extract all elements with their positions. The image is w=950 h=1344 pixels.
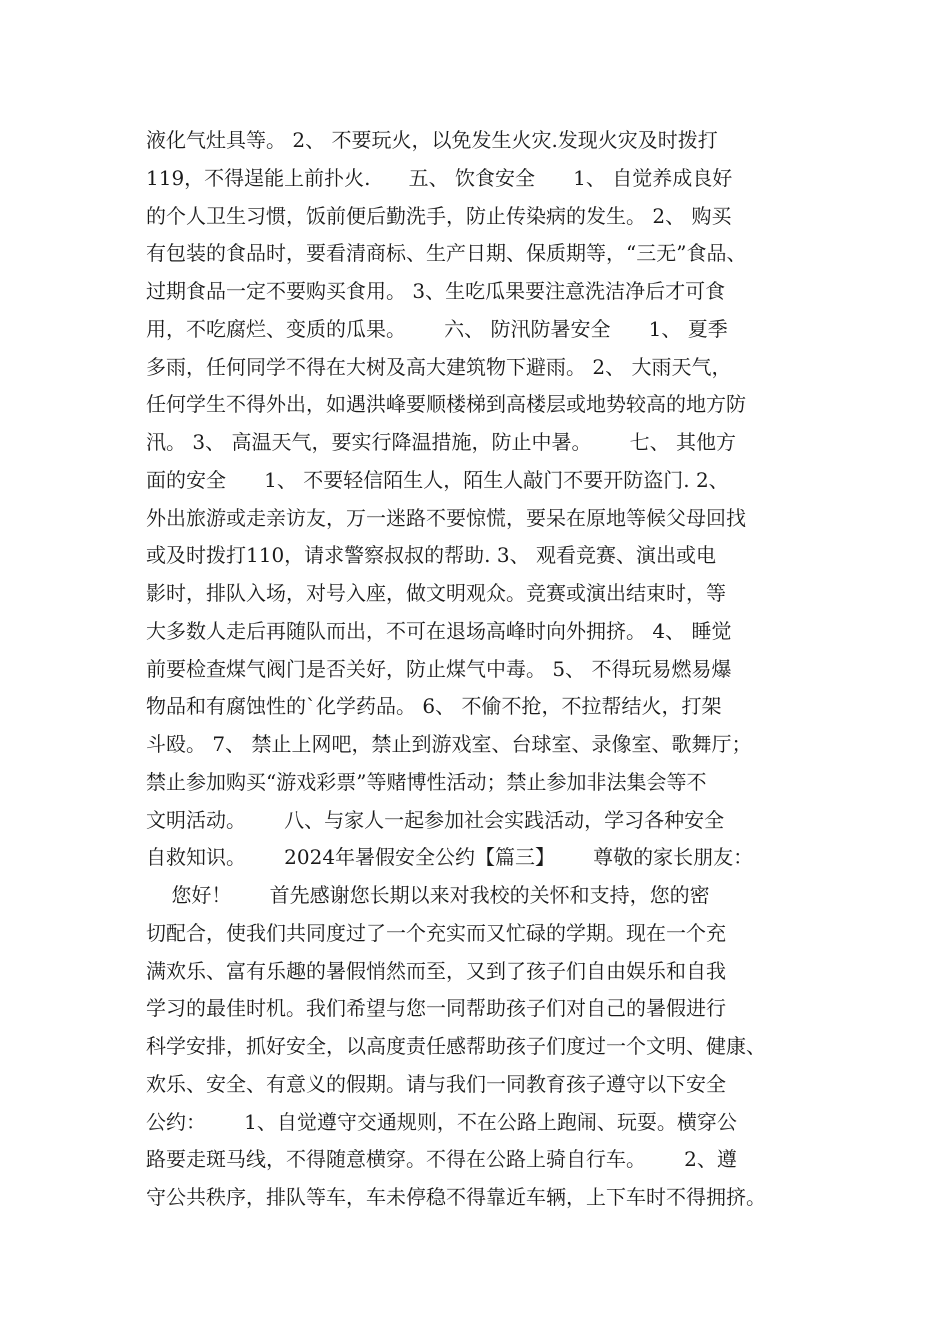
text-line: 面的安全 1、 不要轻信陌生人，陌生人敲门不要开防盗门. 2、	[146, 467, 729, 492]
text-line: 守公共秩序，排队等车，车未停稳不得靠近车辆，上下车时不得拥挤。	[146, 1185, 766, 1209]
text-line: 汛。 3、 高温天气，要实行降温措施，防止中暑。 七、 其他方	[146, 430, 736, 454]
text-line: 欢乐、安全、有意义的假期。请与我们一同教育孩子遵守以下安全	[146, 1071, 726, 1096]
text-line: 物品和有腐蚀性的`化学药品。 6、 不偷不抢，不拉帮结火，打架	[146, 694, 722, 719]
text-line: 自救知识。 2024年暑假安全公约【篇三】 尊敬的家长朋友：	[146, 845, 754, 870]
text-line: 任何学生不得外出，如遇洪峰要顺楼梯到高楼层或地势较高的地方防	[146, 392, 746, 417]
text-line: 路要走斑马线，不得随意横穿。不得在公路上骑自行车。 2、遵	[146, 1147, 737, 1172]
text-line: 文明活动。 八、与家人一起参加社会实践活动，学习各种安全	[146, 807, 725, 832]
text-line: 大多数人走后再随队而出，不可在退场高峰时向外拥挤。 4、 睡觉	[146, 618, 732, 643]
text-line: 多雨，任何同学不得在大树及高大建筑物下避雨。 2、 大雨天气，	[146, 354, 732, 379]
text-line: 有包装的食品时，要看清商标、生产日期、保质期等，“三无”食品、	[146, 241, 747, 266]
text-line: 您好！ 首先感谢您长期以来对我校的关怀和支持，您的密	[146, 883, 710, 907]
text-line: 外出旅游或走亲访友，万一迷路不要惊慌，要呆在原地等候父母回找	[146, 505, 746, 530]
text-line: 的个人卫生习惯，饭前便后勤洗手，防止传染病的发生。 2、 购买	[146, 203, 732, 228]
text-line: 液化气灶具等。 2、 不要玩火，以免发生火灾.发现火灾及时拨打	[146, 128, 718, 152]
text-line: 切配合，使我们共同度过了一个充实而又忙碌的学期。现在一个充	[146, 920, 726, 945]
text-line: 前要检查煤气阀门是否关好，防止煤气中毒。 5、 不得玩易燃易爆	[146, 656, 732, 681]
text-line: 科学安排，抓好安全，以高度责任感帮助孩子们度过一个文明、健康、	[146, 1034, 766, 1058]
text-line: 过期食品一定不要购买食用。 3、生吃瓜果要注意洗洁净后才可食	[146, 279, 726, 303]
text-line: 119，不得逞能上前扑火. 五、 饮食安全 1、 自觉养成良好	[146, 165, 733, 190]
text-line: 斗殴。 7、 禁止上网吧，禁止到游戏室、台球室、录像室、歌舞厅；	[146, 732, 752, 756]
text-line: 学习的最佳时机。我们希望与您一同帮助孩子们对自己的暑假进行	[146, 996, 726, 1021]
text-line: 公约： 1、自觉遵守交通规则，不在公路上跑闹、玩耍。横穿公	[146, 1109, 737, 1134]
text-line: 禁止参加购买“游戏彩票”等赌博性活动；禁止参加非法集会等不	[146, 769, 707, 794]
text-line: 或及时拨打110，请求警察叔叔的帮助. 3、 观看竞赛、演出或电	[146, 543, 716, 568]
body-text	[146, 122, 826, 1217]
text-line: 影时，排队入场，对号入座，做文明观众。竞赛或演出结束时，等	[146, 581, 726, 605]
text-line: 满欢乐、富有乐趣的暑假悄然而至，又到了孩子们自由娱乐和自我	[146, 958, 726, 983]
text-line: 用，不吃腐烂、变质的瓜果。 六、 防汛防暑安全 1、 夏季	[146, 316, 728, 341]
